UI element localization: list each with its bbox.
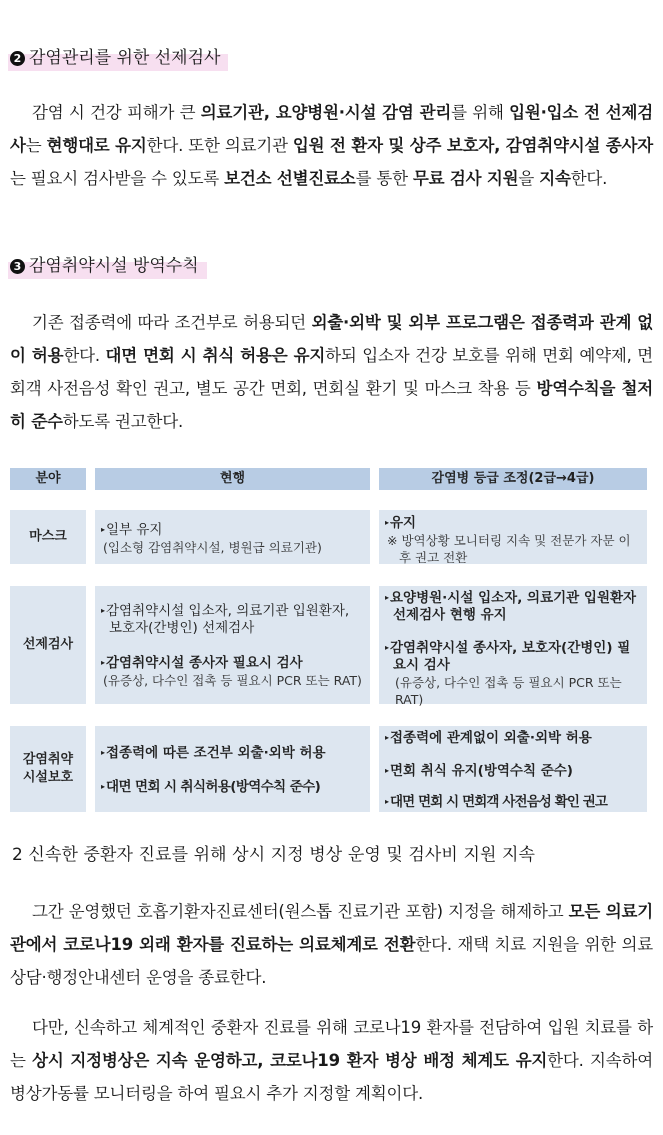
body-text: 그간 운영했던 호흡기환자진료센터(원스톱 진료기관 포함) 지정을 해제하고 bbox=[32, 902, 569, 921]
triangle-bullet-icon: ▸ bbox=[101, 658, 106, 667]
table-row-pretest-current bbox=[95, 586, 370, 704]
body-text: 하도록 권고한다. bbox=[62, 412, 184, 431]
paragraph-quarantine-rules bbox=[10, 306, 653, 438]
body-text: 는 bbox=[25, 136, 47, 155]
table-header-field: 분야 bbox=[10, 468, 86, 490]
table-row-mask-category: 마스크 bbox=[10, 510, 86, 564]
emphasized-text: 방역수칙을 철저히 준수 bbox=[10, 379, 653, 431]
section-heading-3 bbox=[8, 253, 207, 279]
emphasized-text: 대면 면회 시 취식 허용은 유지 bbox=[105, 346, 326, 365]
body-text: 을 bbox=[518, 169, 540, 188]
list-item: ▸면회 취식 유지(방역수칙 준수) bbox=[385, 763, 573, 779]
body-text: 한다. 또한 의료기관 bbox=[146, 136, 293, 155]
body-text: 기존 접종력에 따라 조건부로 허용되던 bbox=[32, 313, 312, 332]
emphasized-text: 현행대로 유지 bbox=[46, 136, 147, 155]
list-item: ▸요양병원·시설 입소자, 의료기관 입원환자 선제검사 현행 유지 bbox=[385, 590, 637, 623]
list-item: ▸감염취약시설 입소자, 의료기관 입원환자, 보호자(간병인) 선제검사 bbox=[101, 603, 350, 636]
triangle-bullet-icon: ▸ bbox=[385, 643, 390, 652]
section-number-badge: 3 bbox=[10, 259, 25, 274]
list-item: ▸대면 면회 시 취식허용(방역수칙 준수) bbox=[101, 779, 321, 795]
table-row-protect-current bbox=[95, 726, 370, 812]
emphasized-text: 보건소 선별진료소 bbox=[224, 169, 356, 188]
triangle-bullet-icon: ▸ bbox=[101, 782, 106, 791]
table-row-mask-adjusted bbox=[379, 510, 647, 564]
emphasized-text: 상시 지정병상은 지속 운영하고, 코로나19 환자 병상 배정 체계도 유지 bbox=[32, 1051, 548, 1070]
triangle-bullet-icon: ▸ bbox=[385, 766, 390, 775]
section-heading-2 bbox=[8, 45, 228, 71]
table-row-pretest-adjusted bbox=[379, 586, 647, 707]
triangle-bullet-icon: ▸ bbox=[385, 797, 390, 806]
body-text: 는 필요시 검사받을 수 있도록 bbox=[10, 169, 225, 188]
emphasized-text: 모든 의료기관에서 코로나19 외래 환자를 진료하는 의료체계로 전환 bbox=[10, 902, 653, 954]
emphasized-text: 입원 전 환자 및 상주 보호자, 감염취약시설 종사자 bbox=[292, 136, 653, 155]
emphasized-text: 의료기관, 요양병원·시설 감염 관리 bbox=[200, 103, 452, 122]
section-number-badge: 2 bbox=[10, 51, 25, 66]
body-text: 한다. 지속하여 병상가동률 모니터링을 하여 필요시 추가 지정할 계획이다. bbox=[10, 1051, 653, 1103]
body-text: 한다. bbox=[570, 169, 608, 188]
table-row-protect-category: 감염취약 시설보호 bbox=[10, 726, 86, 812]
section-title: 감염취약시설 방역수칙 bbox=[29, 256, 199, 276]
body-text: 다만, 신속하고 체계적인 중환자 진료를 위해 코로나19 환자를 전담하여 입원 치료를 하는 bbox=[10, 1018, 653, 1070]
list-item: ▸감염취약시설 종사자 필요시 검사 (유증상, 다수인 접촉 등 필요시 PCR 또는 RAT) bbox=[101, 655, 362, 688]
body-text: 를 위해 bbox=[451, 103, 510, 122]
list-item: ▸일부 유지 (입소형 감염취약시설, 병원급 의료기관) bbox=[101, 522, 322, 555]
list-item: ▸대면 면회 시 면회객 사전음성 확인 권고 bbox=[385, 794, 608, 810]
body-text: 한다. bbox=[63, 346, 106, 365]
body-text: 를 통한 bbox=[355, 169, 413, 188]
note-text: ※ 방역상황 모니터링 지속 및 전문가 자문 이후 권고 전환 bbox=[387, 533, 631, 565]
triangle-bullet-icon: ▸ bbox=[101, 748, 106, 757]
triangle-bullet-icon: ▸ bbox=[101, 606, 106, 615]
table-header-current: 현행 bbox=[95, 468, 370, 490]
section-heading-part2: 2 신속한 중환자 진료를 위해 상시 지정 병상 운영 및 검사비 지원 지속 bbox=[12, 845, 536, 865]
list-item: ▸접종력에 따른 조건부 외출·외박 허용 bbox=[101, 745, 326, 761]
body-text: 감염 시 건강 피해가 큰 bbox=[32, 103, 201, 122]
triangle-bullet-icon: ▸ bbox=[385, 593, 390, 602]
triangle-bullet-icon: ▸ bbox=[385, 518, 390, 527]
paragraph-care-system bbox=[10, 895, 653, 994]
paragraph-designated-beds bbox=[10, 1011, 653, 1110]
list-item: ▸감염취약시설 종사자, 보호자(간병인) 필요시 검사 (유증상, 다수인 접촉 등 필요시 PCR 또는 RAT) bbox=[385, 640, 631, 707]
triangle-bullet-icon: ▸ bbox=[101, 525, 106, 534]
emphasized-text: 입원·입소 전 선제검사 bbox=[10, 103, 653, 155]
table-row-mask-current bbox=[95, 510, 370, 564]
emphasized-text: 무료 검사 지원 bbox=[412, 169, 519, 188]
emphasized-text: 지속 bbox=[539, 169, 571, 188]
paragraph-pretest bbox=[10, 96, 653, 195]
table-row-protect-adjusted bbox=[379, 726, 647, 812]
section-title: 감염관리를 위한 선제검사 bbox=[29, 48, 221, 68]
body-text: 하되 입소자 건강 보호를 위해 면회 예약제, 면회객 사전음성 확인 권고, 별도 공간 면회, 면회실 환기 및 마스크 착용 등 bbox=[10, 346, 653, 398]
list-item: ▸유지 ※ 방역상황 모니터링 지속 및 전문가 자문 이후 권고 전환 bbox=[385, 514, 641, 566]
table-header-adjusted: 감염병 등급 조정(2급→4급) bbox=[379, 468, 647, 490]
triangle-bullet-icon: ▸ bbox=[385, 733, 390, 742]
table-row-pretest-category: 선제검사 bbox=[10, 586, 86, 704]
body-text: 한다. 재택 치료 지원을 위한 의료상담·행정안내센터 운영을 종료한다. bbox=[10, 935, 653, 987]
list-item: ▸접종력에 관계없이 외출·외박 허용 bbox=[385, 730, 592, 746]
emphasized-text: 외출·외박 및 외부 프로그램은 접종력과 관계 없이 허용 bbox=[10, 313, 653, 365]
